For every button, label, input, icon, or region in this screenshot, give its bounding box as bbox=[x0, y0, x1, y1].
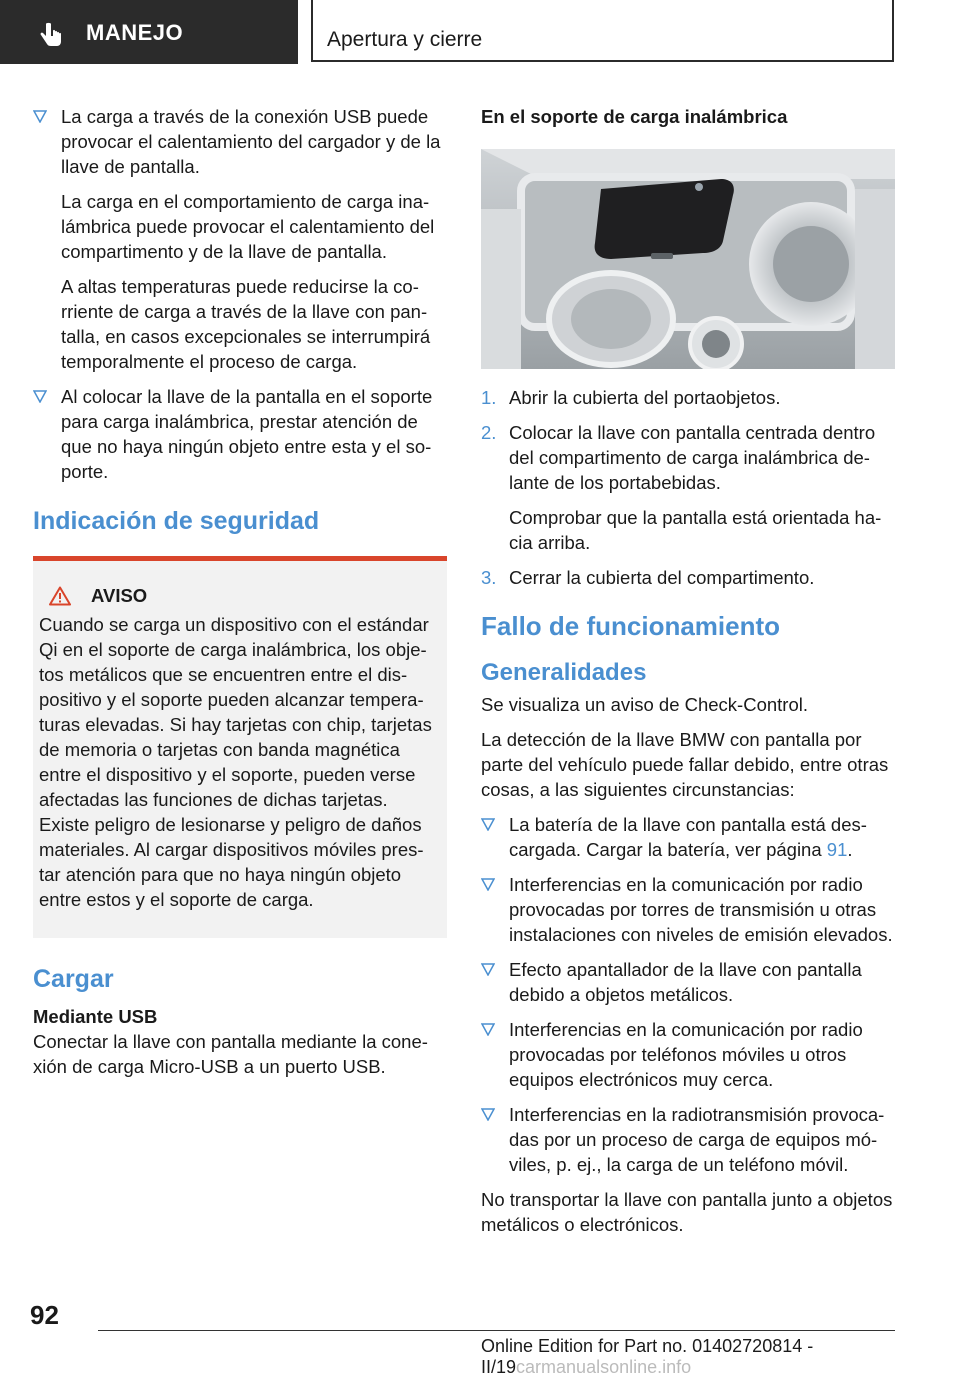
bullet-text: Interferencias en la comunicación por radio provocadas por teléfonos móviles u otros equipos electrónicos muy cerca. bbox=[509, 1019, 863, 1090]
bullet-text: Interferencias en la radiotransmisión provocadas por un proceso de carga de equipos móviles, p. ej., la carga de un teléfono móvil. bbox=[509, 1104, 885, 1175]
bullet-text: Efecto apantallador de la llave con pantalla debido a objetos metálicos. bbox=[509, 959, 862, 1005]
list-item bbox=[33, 104, 447, 374]
footer-divider bbox=[98, 1330, 895, 1331]
bullet-text: La batería de la llave con pantalla está descargada. Cargar la batería, ver página bbox=[509, 814, 867, 860]
list-item bbox=[481, 385, 895, 410]
general-text: La detección de la llave BMW con pantalla por parte del vehículo puede fallar debido, entre otras cosas, a las siguientes circunstancias: bbox=[481, 729, 889, 800]
list-item bbox=[481, 1102, 895, 1177]
step-text: Abrir la cubierta del portaobjetos. bbox=[509, 387, 781, 408]
watermark: carmanualsonline.info bbox=[516, 1357, 692, 1377]
list-item bbox=[481, 420, 895, 555]
bullet-text: La carga en el comportamiento de carga inalámbrica puede provocar el calentamiento del compartimento y de la llave de pantalla. bbox=[61, 191, 435, 262]
step-text: Cerrar la cubierta del compartimento. bbox=[509, 567, 815, 588]
list-item bbox=[481, 1017, 895, 1092]
list-item bbox=[481, 872, 895, 947]
warning-text: Cuando se carga un dispositivo con el estándar Qi en el soporte de carga inalámbrica, los objetos metálicos que se encuentren entre el dispositivo y el soporte pueden alcanzar temperaturas elevadas. Si hay tarjetas con chip, tarjetas de memoria o tarjetas con banda magnética entre el dispositivo y el soporte, pueden verse afectadas las funciones de dichas tarjetas. Existe peligro de lesionarse y peligro de daños materiales. Al cargar dispositivos móviles prestar atención para que no haya ningún objeto entre estos y el soporte de carga. bbox=[39, 614, 432, 910]
section-tab bbox=[0, 0, 298, 64]
bullet-text: La carga a través de la conexión USB puede provocar el calentamiento del cargador y de la llave de pantalla. bbox=[61, 106, 441, 177]
right-column bbox=[481, 104, 895, 1247]
charge-heading: Cargar bbox=[33, 965, 114, 993]
triangle-bullet-icon bbox=[481, 1023, 495, 1036]
bullet-text: Al colocar la llave de la pantalla en el soporte para carga inalámbrica, prestar atención de que no haya ningún objeto entre esta y el soporte. bbox=[61, 386, 433, 482]
bullet-text: A altas temperaturas puede reducirse la corriente de carga a través de la llave con pantalla, en casos excepcionales se interrumpirá temporalmente el proceso de carga. bbox=[61, 276, 431, 372]
fault-heading: Fallo de funcionamiento bbox=[481, 611, 781, 641]
edition-text: Online Edition for Part no. 01402720814 - II/19 bbox=[481, 1336, 814, 1377]
triangle-bullet-icon bbox=[481, 878, 495, 891]
step-text: Colocar la llave con pantalla centrada dentro del compartimento de carga inalámbrica delante de los portabebidas. bbox=[509, 422, 876, 493]
triangle-bullet-icon bbox=[33, 110, 47, 123]
chapter-header bbox=[311, 0, 894, 62]
left-column bbox=[33, 104, 447, 1089]
warning-header bbox=[39, 583, 437, 608]
safety-heading: Indicación de seguridad bbox=[33, 507, 320, 535]
list-item bbox=[481, 565, 895, 590]
usb-heading: Mediante USB bbox=[33, 1006, 158, 1027]
chapter-title: Apertura y cierre bbox=[327, 28, 483, 51]
list-item bbox=[481, 957, 895, 1007]
list-item bbox=[481, 812, 895, 862]
warning-triangle-icon bbox=[49, 586, 71, 606]
triangle-bullet-icon bbox=[481, 1108, 495, 1121]
hand-icon bbox=[38, 22, 64, 48]
warning-box bbox=[33, 556, 447, 938]
footer-edition bbox=[481, 1336, 960, 1378]
page-number: 92 bbox=[30, 1300, 59, 1330]
warning-label: AVISO bbox=[91, 585, 148, 606]
step-number: 3. bbox=[481, 567, 497, 588]
triangle-bullet-icon bbox=[33, 390, 47, 403]
triangle-bullet-icon bbox=[481, 963, 495, 976]
bullet-text-tail: . bbox=[847, 839, 853, 860]
step-number: 2. bbox=[481, 422, 497, 443]
triangle-bullet-icon bbox=[481, 818, 495, 831]
page-reference-link[interactable]: 91 bbox=[826, 839, 848, 860]
general-text: Se visualiza un aviso de Check-Control. bbox=[481, 694, 808, 715]
section-label: MANEJO bbox=[86, 20, 184, 45]
step-number: 1. bbox=[481, 387, 497, 408]
general-heading: Generalidades bbox=[481, 659, 647, 686]
wireless-charging-tray-photo bbox=[481, 149, 895, 369]
usb-text: Conectar la llave con pantalla mediante la conexión de carga Micro-USB a un puerto USB. bbox=[33, 1031, 428, 1077]
bullet-text: Interferencias en la comunicación por radio provocadas por torres de transmisión u otras instalaciones con niveles de emisión elevados. bbox=[509, 874, 893, 945]
wireless-heading: En el soporte de carga inalámbrica bbox=[481, 106, 788, 127]
step-text: Comprobar que la pantalla está orientada hacia arriba. bbox=[509, 507, 882, 553]
list-item bbox=[33, 384, 447, 484]
closing-text: No transportar la llave con pantalla junto a objetos metálicos o electrónicos. bbox=[481, 1189, 893, 1235]
